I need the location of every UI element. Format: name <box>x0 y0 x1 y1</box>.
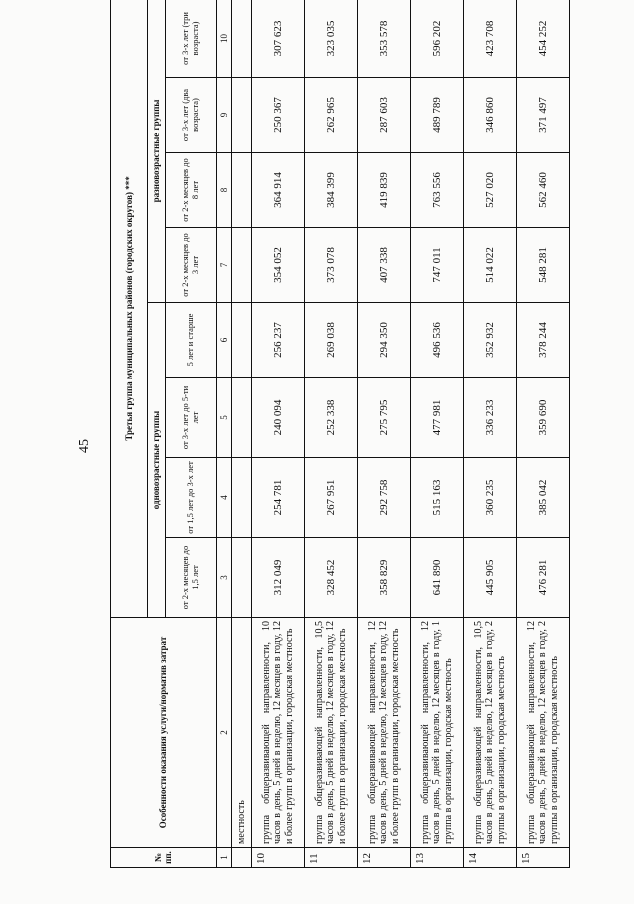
row-description: группа общеразвивающей направленности, 10 часов в день, 5 дней в неделю, 12 месяцев в году, 12 и более групп в организации, городская местность <box>252 618 305 848</box>
table-row <box>252 0 305 868</box>
table-row <box>358 0 411 868</box>
header-group-title: Третья группа муниципальных районов (городских округов) *** <box>111 0 148 618</box>
table-body <box>252 0 570 868</box>
cost-value: 514 022 <box>464 228 517 303</box>
row-description: группа общеразвивающей направленности, 12 часов в день, 5 дней в неделю, 12 месяцев в году, 2 группы в организации, городская местность <box>516 618 569 848</box>
cost-value: 548 281 <box>516 228 569 303</box>
cost-value: 371 497 <box>516 78 569 153</box>
header-no: № пп. <box>111 848 217 868</box>
subheader: от 3-х лет (два возраста) <box>166 78 217 153</box>
cost-value: 336 233 <box>464 378 517 458</box>
row-description: группа общеразвивающей направленности, 10,5 часов в день, 5 дней в неделю, 12 месяцев в году, 2 группы в организации, городская местность <box>464 618 517 848</box>
row-number: 12 <box>358 848 411 868</box>
cost-value: 747 011 <box>411 228 464 303</box>
cost-value: 358 829 <box>358 538 411 618</box>
cost-value: 287 603 <box>358 78 411 153</box>
column-number: 4 <box>216 458 232 538</box>
cost-value: 267 951 <box>305 458 358 538</box>
cost-value: 352 932 <box>464 303 517 378</box>
cost-value: 373 078 <box>305 228 358 303</box>
row-number: 10 <box>252 848 305 868</box>
cost-value: 250 367 <box>252 78 305 153</box>
row-number: 11 <box>305 848 358 868</box>
cost-value: 385 042 <box>516 458 569 538</box>
cost-value: 252 338 <box>305 378 358 458</box>
subheader: от 2-х месяцев до 8 лет <box>166 153 217 228</box>
page-number: 45 <box>77 439 92 453</box>
subheader: от 1,5 лет до 3-х лет <box>166 458 217 538</box>
cost-value: 328 452 <box>305 538 358 618</box>
cost-value: 378 244 <box>516 303 569 378</box>
header-mixed-age: разновозрастные группы <box>147 0 165 303</box>
column-number: 5 <box>216 378 232 458</box>
cost-value: 419 839 <box>358 153 411 228</box>
subheader: от 3-х лет (три возраста) <box>166 0 217 78</box>
cost-value: 477 981 <box>411 378 464 458</box>
cost-value: 256 237 <box>252 303 305 378</box>
column-number: 2 <box>216 618 232 848</box>
column-number: 1 <box>216 848 232 868</box>
cost-value: 240 094 <box>252 378 305 458</box>
subheader: от 2-х месяцев до 1,5 лет <box>166 538 217 618</box>
cost-value: 323 035 <box>305 0 358 78</box>
cost-value: 275 795 <box>358 378 411 458</box>
cost-value: 294 350 <box>358 303 411 378</box>
cost-value: 354 052 <box>252 228 305 303</box>
rotated-table-container <box>110 0 570 868</box>
cost-value: 562 460 <box>516 153 569 228</box>
cost-value: 515 163 <box>411 458 464 538</box>
cost-value: 423 708 <box>464 0 517 78</box>
cost-value: 254 781 <box>252 458 305 538</box>
header-description: Особенности оказания услуги/норматив затрат <box>111 618 217 848</box>
row-description: группа общеразвивающей направленности, 12 часов в день, 5 дней в неделю, 12 месяцев в году, 1 группа в организации, городская местность <box>411 618 464 848</box>
cost-value: 445 905 <box>464 538 517 618</box>
cost-value: 527 020 <box>464 153 517 228</box>
cost-value: 269 038 <box>305 303 358 378</box>
cost-value: 496 536 <box>411 303 464 378</box>
column-number: 3 <box>216 538 232 618</box>
cost-value: 262 965 <box>305 78 358 153</box>
cost-value: 364 914 <box>252 153 305 228</box>
cost-norms-table <box>110 0 570 868</box>
table-row <box>305 0 358 868</box>
cost-value: 360 235 <box>464 458 517 538</box>
header-same-age: одновозрастные группы <box>147 303 165 618</box>
cost-value: 353 578 <box>358 0 411 78</box>
subheader: от 2-х месяцев до 3 лет <box>166 228 217 303</box>
cost-value: 359 690 <box>516 378 569 458</box>
cost-value: 763 556 <box>411 153 464 228</box>
cost-value: 489 789 <box>411 78 464 153</box>
cost-value: 641 890 <box>411 538 464 618</box>
cost-value: 407 338 <box>358 228 411 303</box>
column-number: 6 <box>216 303 232 378</box>
subheader: от 3-х лет до 5-ти лет <box>166 378 217 458</box>
cost-value: 312 049 <box>252 538 305 618</box>
cost-value: 476 281 <box>516 538 569 618</box>
row-description: группа общеразвивающей направленности, 10,5 часов в день, 5 дней в неделю, 12 месяцев в году, 12 и более групп в организации, городская местность <box>305 618 358 848</box>
table-row <box>464 0 517 868</box>
row-number: 14 <box>464 848 517 868</box>
cost-value: 307 623 <box>252 0 305 78</box>
cost-value: 292 758 <box>358 458 411 538</box>
row-number: 13 <box>411 848 464 868</box>
cost-value: 384 399 <box>305 153 358 228</box>
column-number: 10 <box>216 0 232 78</box>
continuation-text: местность <box>232 618 252 848</box>
row-number: 15 <box>516 848 569 868</box>
cost-value: 596 202 <box>411 0 464 78</box>
column-number: 8 <box>216 153 232 228</box>
cost-value: 454 252 <box>516 0 569 78</box>
cost-value: 346 860 <box>464 78 517 153</box>
row-description: группа общеразвивающей направленности, 12 часов в день, 5 дней в неделю, 12 месяцев в году, 12 и более групп в организации, городская местность <box>358 618 411 848</box>
column-number: 7 <box>216 228 232 303</box>
table-row <box>516 0 569 868</box>
subheader: 5 лет и старше <box>166 303 217 378</box>
continuation-no <box>232 848 252 868</box>
column-number: 9 <box>216 78 232 153</box>
table-row <box>411 0 464 868</box>
